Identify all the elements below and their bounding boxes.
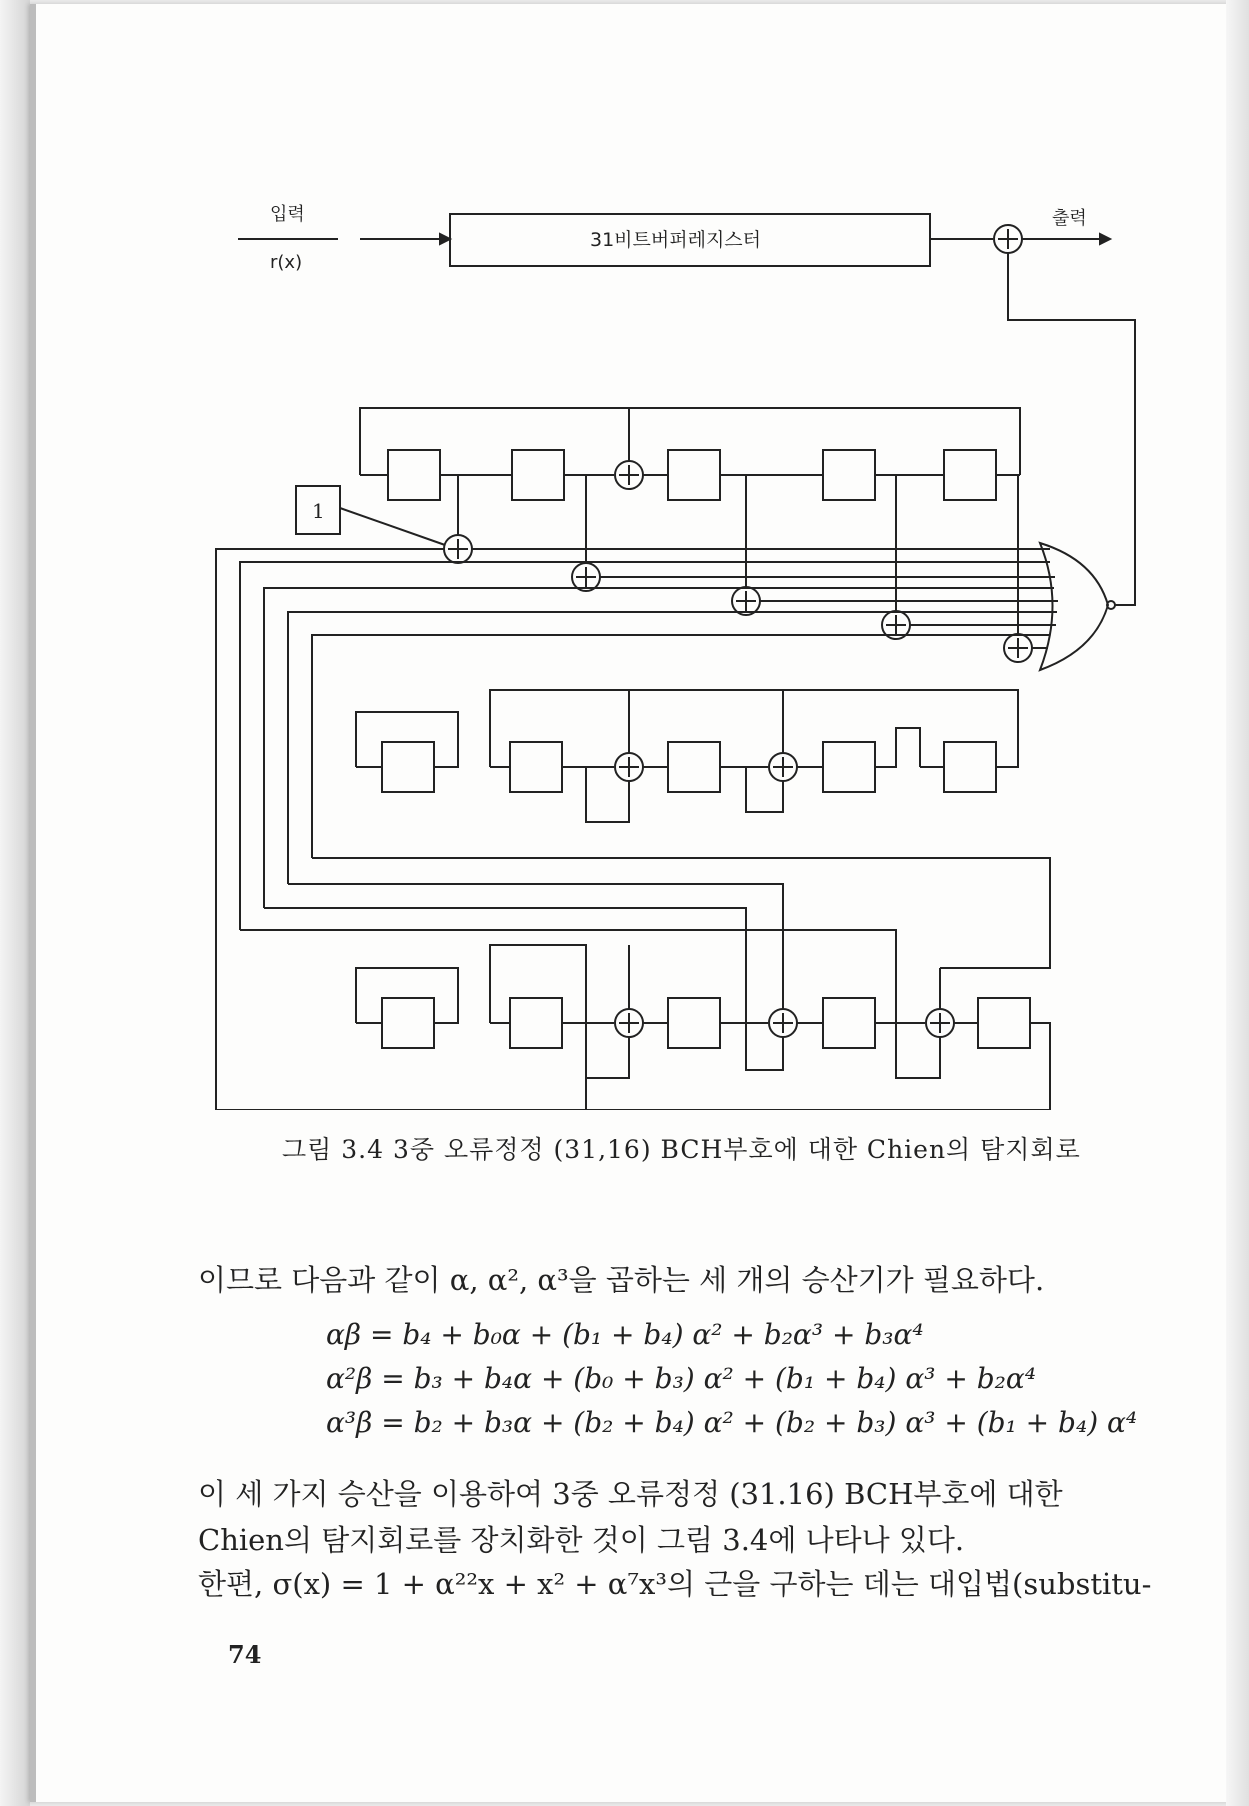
page-number: 74 [228,1640,262,1669]
constant-one-label: 1 [312,499,325,523]
register-row-2 [356,690,1018,822]
output-label: 출력 [1052,208,1087,229]
equation-1: αβ = b₄ + b₀α + (b₁ + b₄) α² + b₂α³ + b₃α⁴ [326,1318,924,1351]
paragraph-2-line-1: 이 세 가지 승산을 이용하여 3중 오류정정 (31.16) BCH부호에 대한 [198,1477,1063,1511]
paragraph-line-1: 이므로 다음과 같이 α, α², α³을 곱하는 세 개의 승산기가 필요하다. [198,1263,1045,1297]
paragraph-2-line-2: Chien의 탐지회로를 장치화한 것이 그림 3.4에 나타나 있다. [198,1523,965,1557]
equation-2: α²β = b₃ + b₄α + (b₀ + b₃) α² + (b₁ + b₄) α³ + b₂α⁴ [326,1362,1036,1395]
row1-xor-taps [444,475,1058,662]
input-label: 입력 [270,204,305,225]
figure-caption: 그림 3.4 3중 오류정정 (31,16) BCH부호에 대한 Chien의 탐지회로 [282,1135,1081,1164]
input-signal-label: r(x) [270,252,303,273]
buffer-register-label: 31비트버퍼레지스터 [590,229,762,251]
equation-3: α³β = b₂ + b₃α + (b₂ + b₄) α² + (b₂ + b₃) α³ + (b₁ + b₄) α⁴ [326,1406,1138,1439]
register-row-3 [312,858,1050,1110]
paragraph-3-line-1: 한편, σ(x) = 1 + α²²x + x² + α⁷x³의 근을 구하는 데는 대입법(substitu- [198,1567,1152,1601]
nor-gate [1040,543,1108,670]
